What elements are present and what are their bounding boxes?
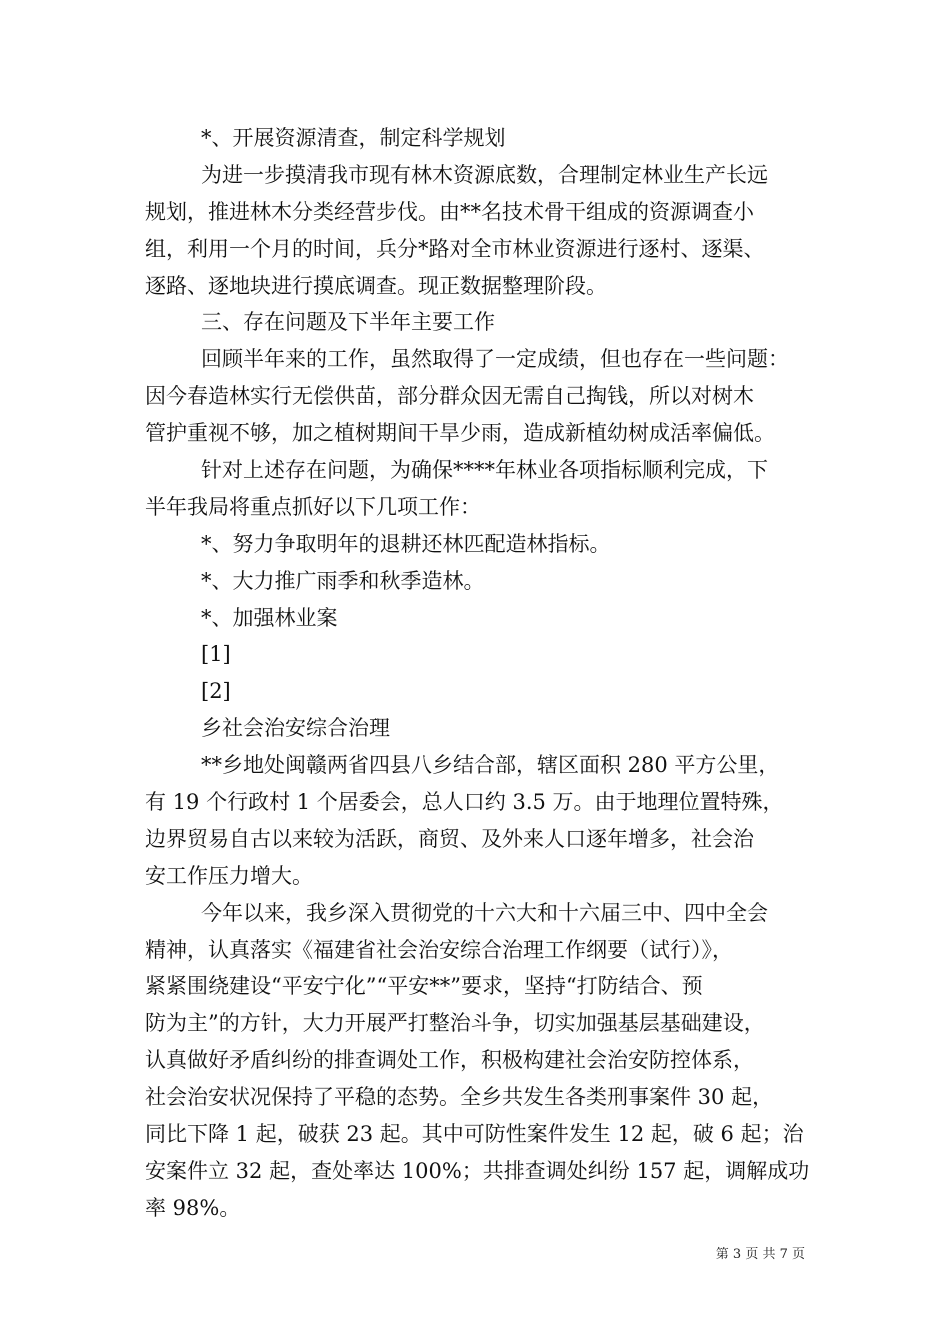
list-item: *、加强林业案 (201, 605, 338, 630)
paragraph-line: 紧紧围绕建设“平安宁化”“平安**”要求，坚持“打防结合、预 (145, 974, 703, 999)
paragraph-line: *、开展资源清查，制定科学规划 (201, 126, 506, 150)
paragraph-line: 为进一步摸清我市现有林木资源底数，合理制定林业生产长远 (201, 162, 768, 187)
document-subtitle: 乡社会治安综合治理 (201, 716, 390, 741)
footnote-marker: [1] (201, 642, 231, 667)
paragraph-line: 组，利用一个月的时间，兵分*路对全市林业资源进行逐村、逐渠、 (145, 236, 765, 261)
list-item: *、大力推广雨季和秋季造林。 (201, 568, 485, 593)
document-body (145, 120, 810, 1227)
list-item: *、努力争取明年的退耕还林匹配造林指标。 (201, 531, 611, 556)
paragraph-line: 社会治安状况保持了平稳的态势。全乡共发生各类刑事案件 30 起， (145, 1085, 774, 1110)
paragraph-line: 防为主”的方针，大力开展严打整治斗争，切实加强基层基础建设， (145, 1011, 765, 1036)
paragraph-line: 认真做好矛盾纠纷的排查调处工作，积极构建社会治安防控体系， (145, 1048, 754, 1073)
paragraph-line: 管护重视不够，加之植树期间干旱少雨，造成新植幼树成活率偏低。 (145, 421, 775, 446)
paragraph-line: 精神，认真落实《福建省社会治安综合治理工作纲要（试行）》， (145, 937, 733, 962)
paragraph-line: **乡地处闽赣两省四县八乡结合部，辖区面积 280 平方公里， (201, 753, 780, 778)
page-number: 第 3 页 共 7 页 (715, 1247, 805, 1262)
paragraph-line: 安案件立 32 起，查处率达 100%；共排查调处纠纷 157 起，调解成功 (145, 1158, 810, 1183)
paragraph-line: 半年我局将重点抓好以下几项工作： (145, 494, 481, 519)
paragraph-line: 今年以来，我乡深入贯彻党的十六大和十六届三中、四中全会 (201, 900, 768, 925)
footnote-marker: [2] (201, 679, 231, 704)
paragraph-line: 因今春造林实行无偿供苗，部分群众因无需自己掏钱，所以对树木 (145, 384, 754, 409)
paragraph-line: 针对上述存在问题，为确保****年林业各项指标顺利完成，下 (201, 458, 768, 483)
paragraph-line: 率 98%。 (145, 1195, 241, 1220)
paragraph-line: 同比下降 1 起，破获 23 起。其中可防性案件发生 12 起，破 6 起；治 (145, 1122, 804, 1147)
paragraph-line: 安工作压力增大。 (145, 863, 313, 888)
paragraph-line: 逐路、逐地块进行摸底调查。现正数据整理阶段。 (145, 273, 607, 298)
paragraph-line: 有 19 个行政村 1 个居委会，总人口约 3.5 万。由于地理位置特殊， (145, 790, 784, 815)
paragraph-line: 边界贸易自古以来较为活跃，商贸、及外来人口逐年增多，社会治 (145, 826, 754, 851)
paragraph-line: 回顾半年来的工作，虽然取得了一定成绩，但也存在一些问题： (201, 347, 789, 372)
section-heading: 三、存在问题及下半年主要工作 (201, 310, 495, 335)
paragraph-line: 规划，推进林木分类经营步伐。由**名技术骨干组成的资源调查小 (145, 199, 754, 224)
